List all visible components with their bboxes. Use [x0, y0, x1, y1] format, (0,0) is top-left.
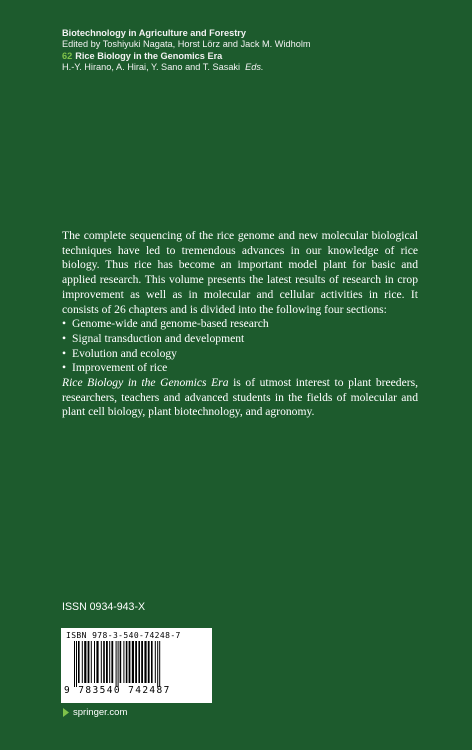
barcode-bar: [74, 641, 75, 687]
section-item: • Improvement of rice: [62, 361, 418, 376]
series-info: [62, 28, 462, 74]
barcode-bar: [141, 641, 143, 683]
description-paragraph: The complete sequencing of the rice genome and new molecular biological techniques have led to tremendous advances in our knowledge of rice biology. Thus rice has become an important model plant for basic and applied research. This volume presents the latest results of research in crop improvement as well as in molecular and cellular activities in rice. It consists of 26 chapters and is divided into the following four sections:: [62, 229, 418, 316]
barcode-bar: [106, 641, 108, 683]
eds-label: Eds.: [245, 62, 264, 73]
closing-paragraph: [62, 376, 418, 420]
barcode-bar: [101, 641, 102, 683]
barcode-bar: [94, 641, 95, 683]
barcode: [61, 628, 212, 703]
barcode-bar: [109, 641, 110, 683]
section-item: • Signal transduction and development: [62, 332, 418, 347]
closing-book-title: Rice Biology in the Genomics Era: [62, 376, 229, 390]
barcode-bar: [132, 641, 134, 683]
barcode-bar: [116, 641, 117, 687]
barcode-bar: [96, 641, 98, 683]
barcode-bar: [129, 641, 131, 683]
publisher-link[interactable]: [62, 707, 127, 718]
barcode-bar: [82, 641, 83, 683]
isbn-text: ISBN 978-3-540-74248-7: [66, 631, 181, 640]
barcode-bar: [84, 641, 86, 683]
barcode-bar: [103, 641, 105, 683]
series-title: Biotechnology in Agriculture and Forestry: [62, 28, 246, 38]
barcode-bar: [157, 641, 158, 687]
description: [62, 229, 418, 420]
closing-text: is of utmost interest to plant breeders, researchers, teachers and advanced students in the fields of molecular and plant cell biology, plant biotechnology, and agronomy.: [62, 376, 419, 419]
series-editors: Edited by Toshiyuki Nagata, Horst Lörz and Jack M. Widholm: [62, 39, 311, 50]
barcode-bar: [88, 641, 90, 683]
ean-digits: 9 783540 742487: [64, 685, 171, 696]
issn: ISSN 0934-943-X: [62, 601, 146, 613]
volume-editors: H.-Y. Hirano, A. Hirai, Y. Sano and T. Sasaki: [62, 62, 241, 73]
barcode-bar: [118, 641, 119, 687]
barcode-bar: [126, 641, 128, 683]
barcode-bar: [159, 641, 160, 687]
volume-editors-line: [62, 62, 462, 73]
barcode-bar: [138, 641, 140, 683]
barcode-bar: [120, 641, 122, 683]
chevron-right-icon: [62, 708, 70, 717]
section-item: • Evolution and ecology: [62, 347, 418, 362]
barcode-bar: [123, 641, 124, 683]
publisher-url: springer.com: [73, 707, 128, 718]
barcode-bar: [76, 641, 77, 687]
section-list: [62, 317, 418, 376]
barcode-bars: [74, 641, 208, 687]
barcode-bar: [151, 641, 153, 683]
volume-line: [62, 51, 462, 62]
barcode-bar: [148, 641, 150, 683]
barcode-bar: [111, 641, 113, 683]
volume-title: Rice Biology in the Genomics Era: [75, 50, 223, 61]
section-item: • Genome-wide and genome-based research: [62, 317, 418, 332]
volume-number: 62: [62, 50, 73, 61]
barcode-bar: [144, 641, 146, 683]
barcode-bar: [135, 641, 137, 683]
barcode-bar: [155, 641, 156, 683]
barcode-bar: [91, 641, 92, 683]
barcode-bar: [78, 641, 80, 683]
